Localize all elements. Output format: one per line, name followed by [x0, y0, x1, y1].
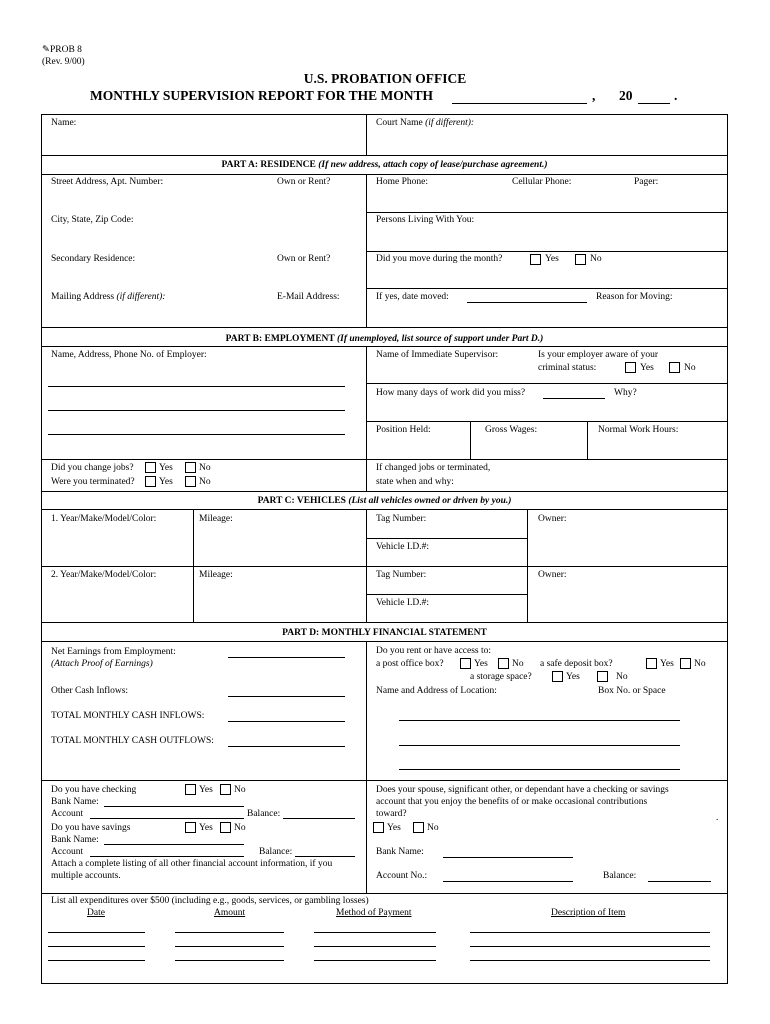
checking-yes-label: Yes: [199, 785, 213, 795]
savings-balance-label: Balance:: [259, 847, 293, 857]
spouse-yes-label: Yes: [387, 823, 401, 833]
change-jobs-yes-checkbox[interactable]: [145, 462, 156, 473]
form-revision: (Rev. 9/00): [42, 57, 85, 67]
rule: [366, 174, 367, 327]
rule: [41, 155, 728, 156]
safe-deposit-yes-checkbox[interactable]: [646, 658, 657, 669]
rule: [366, 346, 367, 491]
expenditure-method-field[interactable]: [314, 932, 436, 933]
savings-balance-field[interactable]: [295, 856, 355, 857]
checking-bank-label: Bank Name:: [51, 797, 99, 807]
rule: [41, 327, 728, 328]
employer-aware-label: Is your employer aware of your: [538, 350, 659, 360]
header-comma: ,: [592, 88, 596, 103]
checking-no-checkbox[interactable]: [220, 784, 231, 795]
moved-yes-checkbox[interactable]: [530, 254, 541, 265]
spouse-bank-label: Bank Name:: [376, 847, 424, 857]
net-earnings-field[interactable]: [228, 657, 345, 658]
rule: [41, 459, 728, 460]
expenditure-description-field[interactable]: [470, 946, 710, 947]
location-line-1[interactable]: [399, 720, 680, 721]
expenditure-date-field[interactable]: [48, 946, 145, 947]
rule: [366, 114, 367, 155]
rule: [41, 174, 728, 175]
moved-question: Did you move during the month?: [376, 254, 503, 264]
total-inflows-field[interactable]: [228, 721, 345, 722]
street-address-label: Street Address, Apt. Number:: [51, 177, 164, 187]
terminated-no-label: No: [199, 477, 211, 487]
employer-label: Name, Address, Phone No. of Employer:: [51, 350, 207, 360]
savings-no-checkbox[interactable]: [220, 822, 231, 833]
po-box-no-checkbox[interactable]: [498, 658, 509, 669]
storage-yes-label: Yes: [566, 672, 580, 682]
part-d-heading: PART D: MONTHLY FINANCIAL STATEMENT: [282, 628, 487, 638]
location-line-3[interactable]: [399, 769, 680, 770]
vehicle-1-mileage-label: Mileage:: [199, 514, 233, 524]
email-label: E-Mail Address:: [277, 292, 340, 302]
savings-no-label: No: [234, 823, 246, 833]
rule: [470, 421, 471, 459]
savings-account-field[interactable]: [90, 856, 244, 857]
rule: [41, 346, 728, 347]
expenditures-intro: List all expenditures over $500 (including e.g., goods, services, or gambling losses): [51, 896, 369, 906]
header-period: .: [674, 88, 678, 103]
savings-account-label: Account: [51, 847, 84, 857]
office-title: U.S. PROBATION OFFICE: [303, 71, 467, 86]
checking-label: Do you have checking: [51, 785, 137, 795]
attach-proof-label: (Attach Proof of Earnings): [51, 659, 153, 669]
spouse-balance-label: Balance:: [603, 871, 637, 881]
spouse-yes-checkbox[interactable]: [373, 822, 384, 833]
days-missed-field[interactable]: [543, 398, 605, 399]
checking-account-label: Account: [51, 809, 84, 819]
rule: [41, 491, 728, 492]
expenditure-date-field[interactable]: [48, 960, 145, 961]
city-state-zip-label: City, State, Zip Code:: [51, 215, 134, 225]
own-rent-label-2: Own or Rent?: [277, 254, 331, 264]
position-held-label: Position Held:: [376, 425, 431, 435]
rule: [41, 622, 728, 623]
rule: [366, 288, 728, 289]
rule: [41, 566, 728, 567]
spouse-question-line-2: account that you enjoy the benefits of or make occasional contributions: [376, 797, 648, 807]
spouse-balance-field[interactable]: [648, 881, 711, 882]
multiple-accounts-label: multiple accounts.: [51, 871, 121, 881]
aware-no-checkbox[interactable]: [669, 362, 680, 373]
rule: [587, 421, 588, 459]
box-space-label: Box No. or Space: [598, 686, 666, 696]
vehicle-1-vin-label: Vehicle I.D.#:: [376, 542, 430, 552]
safe-deposit-label: a safe deposit box?: [540, 659, 613, 669]
rule: [527, 509, 528, 622]
checking-account-field[interactable]: [90, 818, 244, 819]
aware-yes-label: Yes: [640, 363, 654, 373]
why-label: Why?: [614, 388, 637, 398]
checking-yes-checkbox[interactable]: [185, 784, 196, 795]
other-inflows-label: Other Cash Inflows:: [51, 686, 129, 696]
terminated-yes-checkbox[interactable]: [145, 476, 156, 487]
part-a-heading: PART A: RESIDENCE (If new address, attach copy of lease/purchase agreement.): [221, 160, 548, 170]
own-rent-label: Own or Rent?: [277, 177, 331, 187]
checking-balance-label: Balance:: [247, 809, 281, 819]
savings-yes-label: Yes: [199, 823, 213, 833]
po-box-label: a post office box?: [376, 659, 444, 669]
changed-jobs-label: If changed jobs or terminated,: [376, 463, 491, 473]
criminal-status-label: criminal status:: [538, 363, 597, 373]
stray-dot: .: [716, 813, 719, 823]
rule: [366, 641, 367, 893]
storage-no-checkbox[interactable]: [597, 671, 608, 682]
year-field[interactable]: [638, 103, 670, 104]
change-jobs-no-label: No: [199, 463, 211, 473]
vehicle-2-label: 2. Year/Make/Model/Color:: [51, 570, 157, 580]
vehicle-2-tag-label: Tag Number:: [376, 570, 427, 580]
rule: [366, 251, 728, 252]
form-id: ✎PROB 8: [42, 45, 82, 55]
expenditure-amount-field[interactable]: [175, 946, 284, 947]
expenditure-amount-header: Amount: [214, 908, 246, 918]
reason-moving-label: Reason for Moving:: [596, 292, 673, 302]
net-earnings-label: Net Earnings from Employment:: [51, 647, 176, 657]
rule: [41, 509, 728, 510]
mailing-address-label: Mailing Address (if different):: [51, 292, 166, 302]
savings-yes-checkbox[interactable]: [185, 822, 196, 833]
date-moved-field[interactable]: [467, 302, 587, 303]
employer-line-1[interactable]: [48, 386, 345, 387]
vehicle-2-vin-label: Vehicle I.D.#:: [376, 598, 430, 608]
expenditure-date-header: Date: [87, 908, 105, 918]
rule: [366, 509, 367, 622]
total-inflows-label: TOTAL MONTHLY CASH INFLOWS:: [51, 711, 205, 721]
storage-label: a storage space?: [470, 672, 532, 682]
spouse-bank-field[interactable]: [443, 857, 573, 858]
rule: [41, 780, 728, 781]
rule: [366, 594, 527, 595]
days-missed-label: How many days of work did you miss?: [376, 388, 526, 398]
part-b-heading: PART B: EMPLOYMENT (If unemployed, list source of support under Part D.): [225, 334, 544, 344]
attach-listing-label: Attach a complete listing of all other financial account information, if you: [51, 859, 333, 869]
spouse-no-label: No: [427, 823, 439, 833]
expenditure-description-header: Description of Item: [551, 908, 626, 918]
change-jobs-yes-label: Yes: [159, 463, 173, 473]
savings-bank-field[interactable]: [104, 844, 244, 845]
checking-no-label: No: [234, 785, 246, 795]
safe-deposit-no-checkbox[interactable]: [680, 658, 691, 669]
vehicle-1-label: 1. Year/Make/Model/Color:: [51, 514, 157, 524]
checking-bank-field[interactable]: [104, 806, 244, 807]
spouse-account-label: Account No.:: [376, 871, 428, 881]
expenditure-amount-field[interactable]: [175, 960, 284, 961]
savings-label: Do you have savings: [51, 823, 131, 833]
safe-deposit-no-label: No: [694, 659, 706, 669]
aware-yes-checkbox[interactable]: [625, 362, 636, 373]
total-outflows-field[interactable]: [228, 746, 345, 747]
po-box-no-label: No: [512, 659, 524, 669]
expenditure-description-field[interactable]: [470, 932, 710, 933]
change-jobs-label: Did you change jobs?: [51, 463, 134, 473]
terminated-no-checkbox[interactable]: [185, 476, 196, 487]
secondary-residence-label: Secondary Residence:: [51, 254, 136, 264]
moved-no-checkbox[interactable]: [575, 254, 586, 265]
spouse-question-line-3: toward?: [376, 809, 407, 819]
month-field[interactable]: [452, 103, 587, 104]
spouse-account-field[interactable]: [443, 881, 573, 882]
expenditure-method-header: Method of Payment: [336, 908, 412, 918]
rent-access-label: Do you rent or have access to:: [376, 646, 492, 656]
expenditure-amount-field[interactable]: [175, 932, 284, 933]
home-phone-label: Home Phone:: [376, 177, 428, 187]
vehicle-1-owner-label: Owner:: [538, 514, 567, 524]
checking-balance-field[interactable]: [283, 818, 355, 819]
change-jobs-no-checkbox[interactable]: [185, 462, 196, 473]
terminated-label: Were you terminated?: [51, 477, 135, 487]
po-box-yes-checkbox[interactable]: [460, 658, 471, 669]
name-label: Name:: [51, 118, 77, 128]
year-prefix: 20: [619, 88, 633, 103]
vehicle-2-owner-label: Owner:: [538, 570, 567, 580]
expenditure-method-field[interactable]: [314, 960, 436, 961]
vehicle-2-mileage-label: Mileage:: [199, 570, 233, 580]
report-title: MONTHLY SUPERVISION REPORT FOR THE MONTH: [90, 88, 433, 103]
rule: [193, 509, 194, 622]
moved-no-label: No: [590, 254, 602, 264]
part-c-heading: PART C: VEHICLES (List all vehicles owned or driven by you.): [257, 496, 512, 506]
rule: [41, 641, 728, 642]
court-name-label: Court Name (if different):: [376, 118, 475, 128]
location-label: Name and Address of Location:: [376, 686, 497, 696]
rule: [366, 383, 728, 384]
pager-label: Pager:: [634, 177, 659, 187]
rule: [366, 421, 728, 422]
spouse-question-line-1: Does your spouse, significant other, or dependant have a checking or savings: [376, 785, 669, 795]
other-inflows-field[interactable]: [228, 696, 345, 697]
total-outflows-label: TOTAL MONTHLY CASH OUTFLOWS:: [51, 736, 214, 746]
rule: [366, 538, 527, 539]
terminated-yes-label: Yes: [159, 477, 173, 487]
expenditure-method-field[interactable]: [314, 946, 436, 947]
po-box-yes-label: Yes: [474, 659, 488, 669]
rule: [41, 893, 728, 894]
employer-line-3[interactable]: [48, 434, 345, 435]
work-hours-label: Normal Work Hours:: [598, 425, 679, 435]
rule: [366, 212, 728, 213]
persons-living-label: Persons Living With You:: [376, 215, 475, 225]
vehicle-1-tag-label: Tag Number:: [376, 514, 427, 524]
expenditure-date-field[interactable]: [48, 932, 145, 933]
date-moved-label: If yes, date moved:: [376, 292, 449, 302]
safe-deposit-yes-label: Yes: [660, 659, 674, 669]
aware-no-label: No: [684, 363, 696, 373]
storage-yes-checkbox[interactable]: [552, 671, 563, 682]
employer-line-2[interactable]: [48, 410, 345, 411]
location-line-2[interactable]: [399, 745, 680, 746]
expenditure-description-field[interactable]: [470, 960, 710, 961]
state-when-why-label: state when and why:: [376, 477, 454, 487]
cellular-phone-label: Cellular Phone:: [512, 177, 572, 187]
storage-no-label: No: [616, 672, 628, 682]
supervisor-label: Name of Immediate Supervisor:: [376, 350, 499, 360]
moved-yes-label: Yes: [545, 254, 559, 264]
savings-bank-label: Bank Name:: [51, 835, 99, 845]
spouse-no-checkbox[interactable]: [413, 822, 424, 833]
gross-wages-label: Gross Wages:: [485, 425, 538, 435]
